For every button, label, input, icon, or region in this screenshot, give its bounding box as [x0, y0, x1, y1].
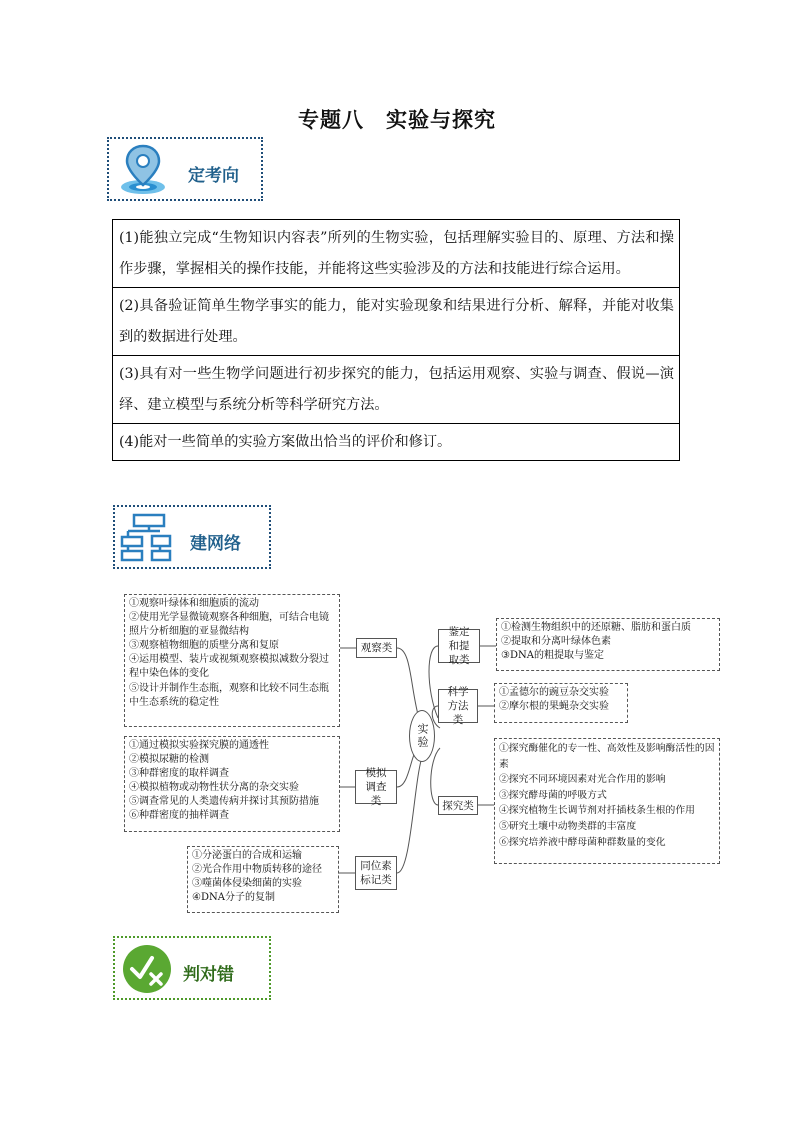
section-label-judge: 判对错 — [183, 965, 234, 985]
list-item: ⑤调查常见的人类遗传病并探讨其预防措施 — [129, 796, 319, 808]
mindmap-node-simulate: 模拟调查类 — [355, 770, 397, 804]
mindmap-box-explore — [494, 738, 720, 864]
mindmap-box-observe — [124, 594, 340, 727]
list-item: ③探究酵母菌的呼吸方式 — [499, 789, 607, 801]
mindmap-box-isotope — [187, 846, 339, 913]
list-item: ③噬菌体侵染细菌的实验 — [192, 878, 302, 890]
section-label-direction: 定考向 — [188, 166, 239, 186]
list-item: ④运用模型、装片或视频观察模拟减数分裂过程中染色体的变化 — [129, 654, 329, 680]
list-item: ④模拟植物或动物性状分离的杂交实验 — [129, 782, 299, 794]
check-cross-icon — [121, 943, 173, 995]
list-item: ①检测生物组织中的还原糖、脂肪和蛋白质 — [501, 622, 691, 633]
list-item: ⑤设计并制作生态瓶，观察和比较不同生态瓶中生态系统的稳定性 — [129, 682, 329, 708]
mindmap-box-method — [494, 683, 628, 723]
list-item: ③观察植物细胞的质壁分离和复原 — [129, 640, 279, 652]
mindmap-node-isotope: 同位素标记类 — [355, 856, 397, 890]
list-item: ④DNA分子的复制 — [192, 892, 275, 904]
list-item: ②摩尔根的果蝇杂交实验 — [499, 701, 609, 713]
mindmap-node-identify: 鉴定和提取类 — [438, 629, 480, 663]
list-item: ②使用光学显微镜观察各种细胞，可结合电镜照片分析细胞的亚显微结构 — [129, 612, 329, 638]
page-title: 专题八 实验与探究 — [298, 108, 496, 132]
list-item: ①分泌蛋白的合成和运输 — [192, 850, 302, 861]
list-item: ④探究植物生长调节剂对扦插枝条生根的作用 — [499, 805, 695, 817]
list-item: ⑥探究培养液中酵母菌种群数量的变化 — [499, 836, 666, 848]
list-item: ②模拟尿糖的检测 — [129, 754, 209, 766]
requirement-row-1: (1)能独立完成“生物知识内容表”所列的生物实验，包括理解实验目的、原理、方法和操作步骤，掌握相关的操作技能，并能将这些实验涉及的方法和技能进行综合运用。 — [113, 220, 679, 288]
list-item: ②光合作用中物质转移的途径 — [192, 864, 322, 876]
list-item: ②探究不同环境因素对光合作用的影响 — [499, 774, 666, 786]
list-item: ①探究酶催化的专一性、高效性及影响酶活性的因素 — [499, 743, 715, 770]
requirement-row-4: (4)能对一些简单的实验方案做出恰当的评价和修订。 — [119, 434, 452, 450]
list-item: ①孟德尔的豌豆杂交实验 — [499, 687, 609, 698]
requirement-row-2: (2)具备验证简单生物学事实的能力，能对实验现象和结果进行分析、解释，并能对收集到的数据进行处理。 — [113, 288, 679, 356]
list-item: ③种群密度的取样调查 — [129, 768, 229, 780]
mindmap-node-explore: 探究类 — [438, 796, 478, 815]
list-item: ⑥种群密度的抽样调查 — [129, 810, 229, 822]
mindmap-node-observe: 观察类 — [356, 638, 397, 658]
list-item: ①通过模拟实验探究膜的通透性 — [129, 740, 269, 751]
list-item: ②提取和分离叶绿体色素 — [501, 636, 611, 648]
mindmap-node-method: 科学方法类 — [438, 689, 478, 723]
section-badge-judge — [113, 936, 271, 1000]
list-item: ①观察叶绿体和细胞质的流动 — [129, 598, 259, 609]
requirement-row-3: (3)具有对一些生物学问题进行初步探究的能力，包括运用观察、实验与调查、假说—演绎、建立模型与系统分析等科学研究方法。 — [113, 356, 679, 424]
section-label-network: 建网络 — [190, 534, 241, 554]
list-item: ③DNA的粗提取与鉴定 — [501, 650, 604, 662]
mindmap-box-identify — [496, 618, 720, 671]
list-item: ⑤研究土壤中动物类群的丰富度 — [499, 820, 637, 832]
mindmap-center-node: 实验 — [409, 710, 435, 762]
mindmap-box-simulate — [124, 736, 340, 832]
